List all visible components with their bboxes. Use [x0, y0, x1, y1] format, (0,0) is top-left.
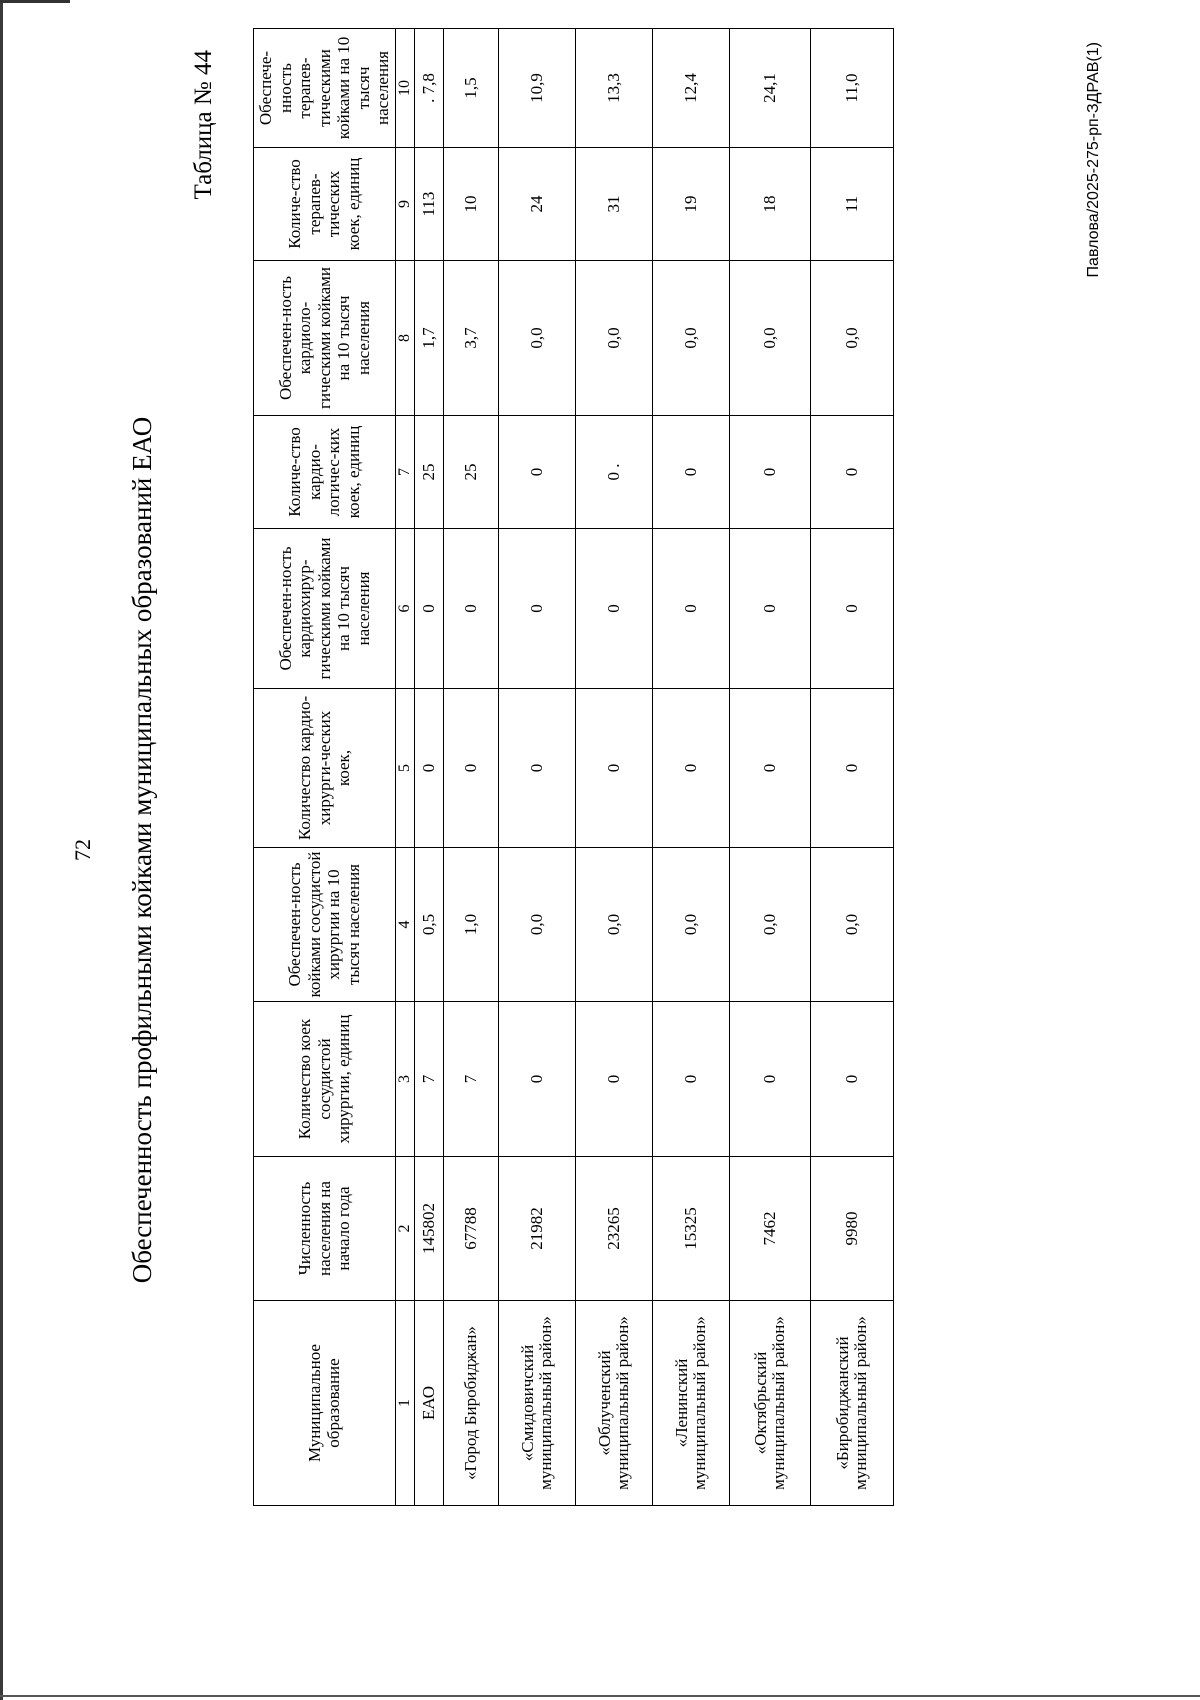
column-number-row	[395, 29, 414, 1506]
header-cell: Численность населения на начало года	[254, 1157, 396, 1301]
table-cell: 0	[653, 1002, 730, 1157]
column-number: 5	[395, 689, 414, 848]
table-cell: 11,0	[811, 29, 894, 148]
page-number: 72	[70, 839, 95, 861]
table-cell: 0	[576, 529, 653, 689]
table-cell: 67788	[444, 1157, 499, 1301]
table-cell: 0,0	[499, 848, 576, 1002]
table-cell: 0,0	[576, 848, 653, 1002]
table-cell: 0	[730, 689, 811, 848]
table-cell: 31	[576, 148, 653, 261]
table-cell: 12,4	[653, 29, 730, 148]
table-cell: «Смидовичский муниципальный район»	[499, 1301, 576, 1506]
column-number: 4	[395, 848, 414, 1002]
table-cell: 25	[444, 416, 499, 529]
table-cell: 7	[444, 1002, 499, 1157]
table-cell: 23265	[576, 1157, 653, 1301]
table-cell: 0,0	[499, 261, 576, 416]
header-row	[254, 29, 396, 1506]
column-number: 8	[395, 261, 414, 416]
table-cell: 0,0	[653, 261, 730, 416]
header-cell: Обеспечен-ность койками сосудистой хирургии на 10 тысяч населения	[254, 848, 396, 1002]
table-cell: «Город Биробиджан»	[444, 1301, 499, 1506]
table-cell: 0	[499, 689, 576, 848]
table-cell: 0	[653, 416, 730, 529]
table-cell: 0	[811, 416, 894, 529]
column-number: 7	[395, 416, 414, 529]
table-cell: 1,7	[415, 261, 444, 416]
table-cell: 0	[576, 689, 653, 848]
table-cell: 0	[444, 529, 499, 689]
table-cell: 9980	[811, 1157, 894, 1301]
table-cell: 0	[811, 689, 894, 848]
column-number: 3	[395, 1002, 414, 1157]
table-row	[730, 29, 811, 1506]
table-cell: 0,0	[576, 261, 653, 416]
header-cell: Муниципальное образование	[254, 1301, 396, 1506]
table-cell: 0,5	[415, 848, 444, 1002]
table-cell: «Октябрьский муниципальный район»	[730, 1301, 811, 1506]
table-cell: «Облученский муниципальный район»	[576, 1301, 653, 1506]
table-cell: 18	[730, 148, 811, 261]
table-cell: 0	[653, 529, 730, 689]
table-cell: 19	[653, 148, 730, 261]
table-cell: «Биробиджанский муниципальный район»	[811, 1301, 894, 1506]
beds-table	[253, 28, 894, 1506]
header-cell: Обеспечен-ность кардиоло-гическими койками на 10 тысяч населения	[254, 261, 396, 416]
table-cell: 1,0	[444, 848, 499, 1002]
table-cell: 25	[415, 416, 444, 529]
column-number: 6	[395, 529, 414, 689]
header-cell: Количество кардио-хирурги-ческих коек,	[254, 689, 396, 848]
table-cell: 0,0	[730, 261, 811, 416]
table-number: Таблица № 44	[190, 50, 217, 200]
table-cell: 11	[811, 148, 894, 261]
table-cell: 1,5	[444, 29, 499, 148]
table-cell: 24,1	[730, 29, 811, 148]
table-cell: 24	[499, 148, 576, 261]
column-number: 9	[395, 148, 414, 261]
table-row	[444, 29, 499, 1506]
footer-document-code: Павлова/2025-275-рп-ЗДРАВ(1)	[1085, 42, 1102, 278]
table-cell: 0,0	[811, 261, 894, 416]
table-cell: 7	[415, 1002, 444, 1157]
table-cell: . 7,8	[415, 29, 444, 148]
table-cell: 0	[499, 529, 576, 689]
header-cell: Количе-ство кардио-логичес-ких коек, единиц	[254, 416, 396, 529]
table-cell: 0,0	[653, 848, 730, 1002]
table-row	[415, 29, 444, 1506]
table-cell: «Ленинский муниципальный район»	[653, 1301, 730, 1506]
table-cell: 145802	[415, 1157, 444, 1301]
table-cell: 21982	[499, 1157, 576, 1301]
table-cell: 0 .	[576, 416, 653, 529]
table-row	[653, 29, 730, 1506]
column-number: 2	[395, 1157, 414, 1301]
page-title: Обеспеченность профильными койками муниципальных образований ЕАО	[127, 416, 157, 1284]
table-row	[811, 29, 894, 1506]
column-number: 1	[395, 1301, 414, 1506]
table-row	[576, 29, 653, 1506]
table-cell: 0	[811, 1002, 894, 1157]
table-cell: 0	[730, 529, 811, 689]
table-cell: 0	[499, 1002, 576, 1157]
table-cell: 0,0	[730, 848, 811, 1002]
table-cell: 0	[730, 416, 811, 529]
column-number: 10	[395, 29, 414, 148]
table-cell: 0	[811, 529, 894, 689]
table-cell: 7462	[730, 1157, 811, 1301]
header-cell: Обеспечен-ность кардиохирур-гическими койками на 10 тысяч населения	[254, 529, 396, 689]
table-cell: 3,7	[444, 261, 499, 416]
table-cell: ЕАО	[415, 1301, 444, 1506]
table-cell: 10,9	[499, 29, 576, 148]
table-cell: 0,0	[811, 848, 894, 1002]
table-cell: 0	[576, 1002, 653, 1157]
header-cell: Количе-ство терапев-тических коек, единиц	[254, 148, 396, 261]
table-cell: 113	[415, 148, 444, 261]
header-cell: Обеспече-нность терапев-тическими койками на 10 тысяч населения	[254, 29, 396, 148]
table-cell: 0	[415, 529, 444, 689]
table-row	[499, 29, 576, 1506]
table-cell: 0	[730, 1002, 811, 1157]
table-cell: 0	[653, 689, 730, 848]
table-cell: 0	[499, 416, 576, 529]
table-cell: 13,3	[576, 29, 653, 148]
table-cell: 10	[444, 148, 499, 261]
table-cell: 0	[444, 689, 499, 848]
table-cell: 0	[415, 689, 444, 848]
table-cell: 15325	[653, 1157, 730, 1301]
header-cell: Количество коек сосудистой хирургии, единиц	[254, 1002, 396, 1157]
